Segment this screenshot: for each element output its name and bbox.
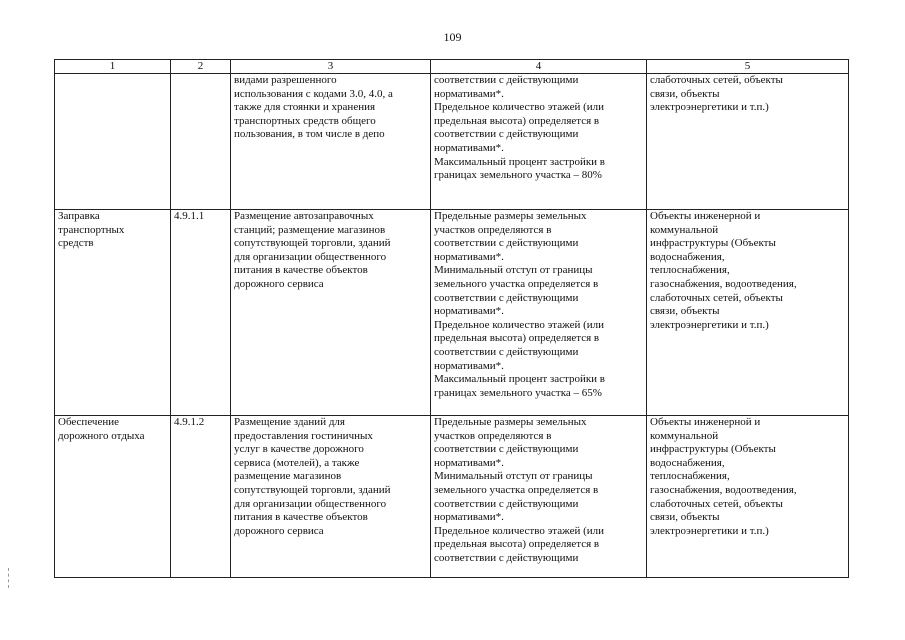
- cell-parameters: [431, 74, 647, 210]
- cell-code-text: 4.9.1.1: [174, 210, 205, 222]
- cell-objects: [647, 416, 849, 578]
- cell-parameters-text: соответствии с действующими нормативами*. Предельное количество этажей (или предельная высота) определяется в соответствии с действующими нормативами*. Максимальный процент застройки в границах земельного участка – 80%: [434, 74, 605, 182]
- cell-parameters-text: Предельные размеры земельных участков определяются в соответствии с действующими нормативами*. Минимальный отступ от границы земельного участка определяется в соответствии с действующими нормативами*. Предельное количество этажей (или предельная высота) определяется в соответствии с действующими: [434, 416, 605, 564]
- cell-name: [55, 416, 171, 578]
- cell-name: [55, 74, 171, 210]
- cell-code-text: 4.9.1.2: [174, 416, 205, 428]
- cell-name-text: Заправка транспортных средств: [58, 210, 125, 250]
- cell-objects: [647, 210, 849, 416]
- cell-description-text: видами разрешенного использования с кодами 3.0, 4.0, а также для стоянки и хранения транспортных средств общего пользования, в том числе в депо: [234, 74, 393, 141]
- column-header-3: 3: [231, 60, 431, 74]
- column-header-5: 5: [647, 60, 849, 74]
- cell-description: [231, 416, 431, 578]
- table-row: [55, 210, 849, 416]
- cell-objects: [647, 74, 849, 210]
- cell-parameters: [431, 210, 647, 416]
- cell-description-text: Размещение зданий для предоставления гостиничных услуг в качестве дорожного сервиса (мотелей), а также размещение магазинов сопутствующей торговли, зданий для организации общественного питания в качестве объектов дорожного сервиса: [234, 416, 391, 537]
- cell-code: [171, 416, 231, 578]
- column-header-4: 4: [431, 60, 647, 74]
- cell-parameters-text: Предельные размеры земельных участков определяются в соответствии с действующими нормативами*. Минимальный отступ от границы земельного участка определяется в соответствии с действующими нормативами*. Предельное количество этажей (или предельная высота) определяется в соответствии с действующими нормативами*. Максимальный процент застройки в границах земельного участка – 65%: [434, 210, 605, 399]
- cell-code: [171, 74, 231, 210]
- cell-description-text: Размещение автозаправочных станций; размещение магазинов сопутствующей торговли, зданий для организации общественного питания в качестве объектов дорожного сервиса: [234, 210, 391, 290]
- zoning-table: [54, 59, 849, 578]
- cell-objects-text: Объекты инженерной и коммунальной инфраструктуры (Объекты водоснабжения, теплоснабжения, газоснабжения, водоотведения, слаботочных сетей, объекты связи, объекты электроэнергетики и т.п.): [650, 416, 797, 537]
- page-number: 109: [443, 30, 462, 44]
- cell-description: [231, 74, 431, 210]
- table-header-row: [55, 60, 849, 74]
- cell-objects-text: слаботочных сетей, объекты связи, объекты электроэнергетики и т.п.): [650, 74, 783, 114]
- table-row: [55, 74, 849, 210]
- column-header-1: 1: [55, 60, 171, 74]
- cell-name-text: Обеспечение дорожного отдыха: [58, 416, 145, 442]
- cell-parameters: [431, 416, 647, 578]
- cell-name: [55, 210, 171, 416]
- cell-code: [171, 210, 231, 416]
- cell-objects-text: Объекты инженерной и коммунальной инфраструктуры (Объекты водоснабжения, теплоснабжения, газоснабжения, водоотведения, слаботочных сетей, объекты связи, объекты электроэнергетики и т.п.): [650, 210, 797, 331]
- table-row: [55, 416, 849, 578]
- cell-description: [231, 210, 431, 416]
- scan-edge-mark: [8, 568, 12, 588]
- column-header-2: 2: [171, 60, 231, 74]
